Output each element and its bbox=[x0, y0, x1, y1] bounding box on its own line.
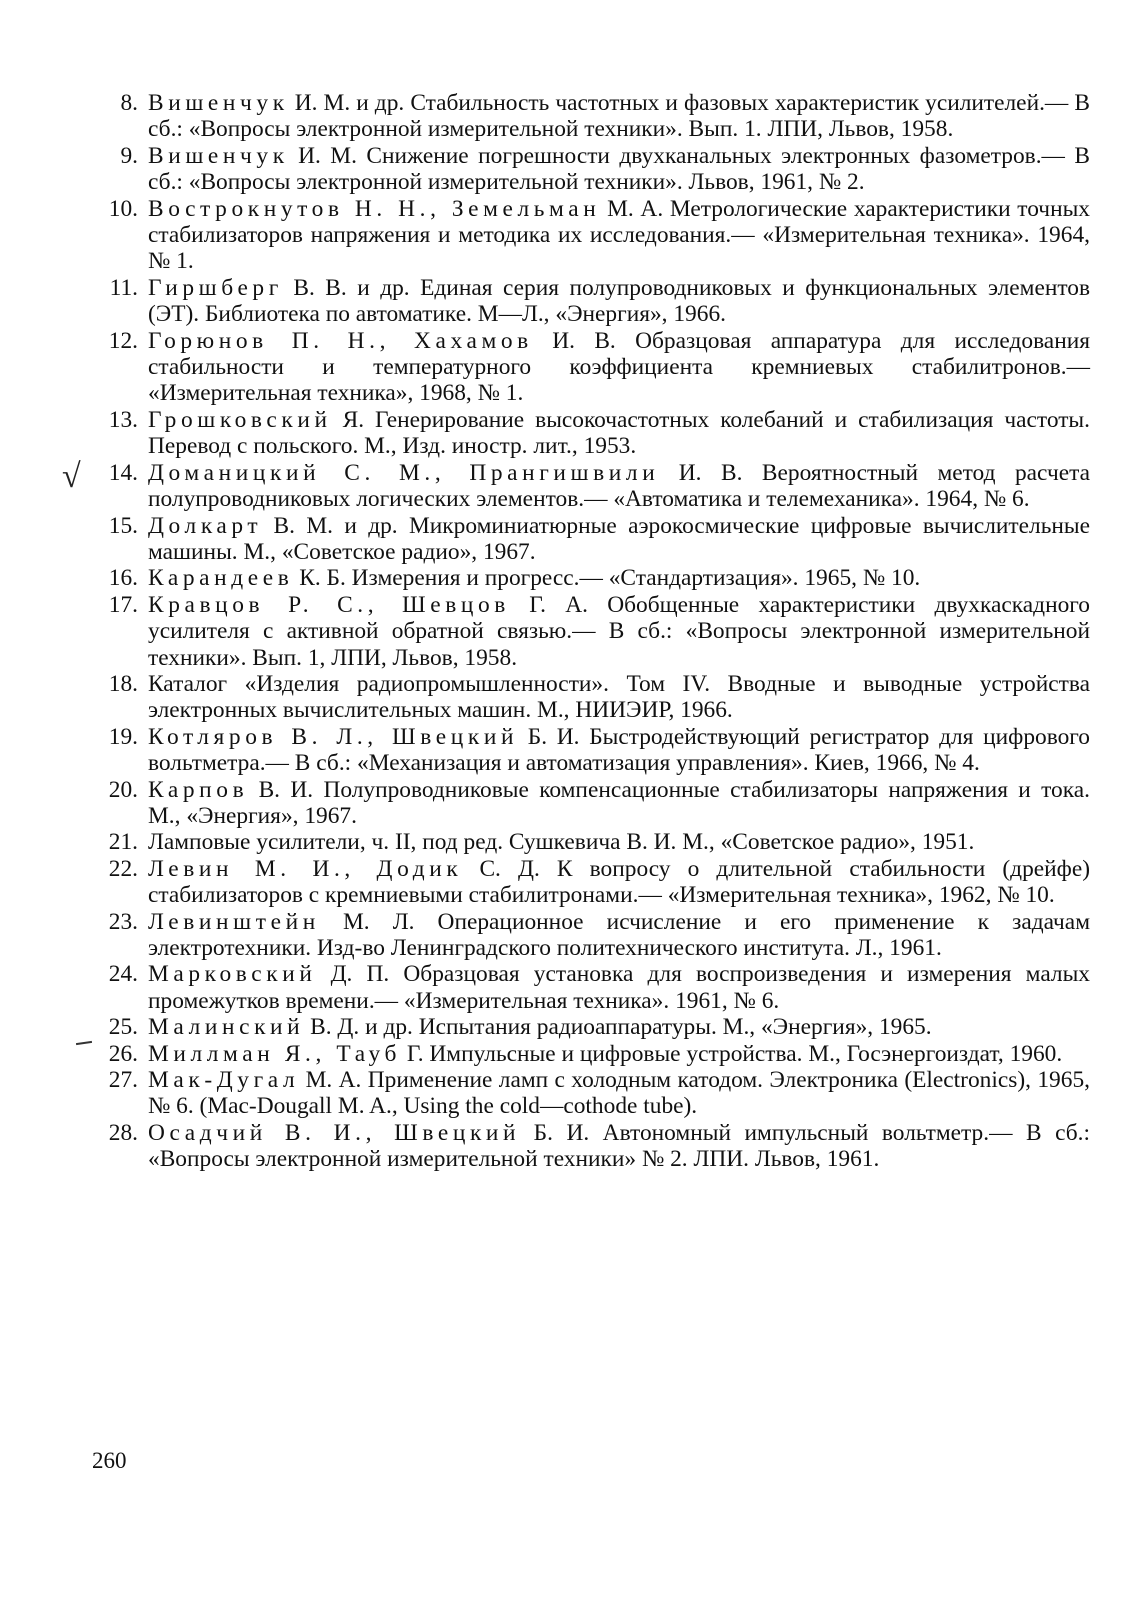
reference-number: 20. bbox=[108, 776, 138, 803]
reference-number: 17. bbox=[108, 591, 138, 618]
reference-number: 18. bbox=[108, 670, 138, 697]
reference-author: Гиршберг bbox=[148, 274, 283, 301]
reference-author: Осадчий В. И., Швецкий bbox=[148, 1119, 521, 1146]
reference-text: И. М. Снижение погрешности двухканальных электронных фазометров.— В сб.: «Вопросы электронной измерительной техники». Львов, 1961, № 2. bbox=[148, 142, 1090, 196]
reference-number: 8. bbox=[120, 90, 138, 116]
reference-text: Д. П. Образцовая установка для воспроизведения и измерения малых промежутков времени.— «Измерительная техника». 1961, № 6. bbox=[148, 961, 1090, 1014]
reference-item bbox=[100, 513, 1090, 566]
reference-text: В. И. Полупроводниковые компенсационные стабилизаторы напряжения и тока. М., «Энергия», 1967. bbox=[148, 776, 1090, 829]
reference-author: Котляров В. Л., Швецкий bbox=[148, 723, 519, 750]
reference-text: Я. Генерирование высокочастотных колебаний и стабилизация частоты. Перевод с польского. М., Изд. иностр. лит., 1953. bbox=[148, 406, 1090, 460]
reference-text: И. М. и др. Стабильность частотных и фазовых характеристик усилителей.— В сб.: «Вопросы электронной измерительной техники». Вып. 1. ЛПИ, Львов, 1958. bbox=[148, 90, 1090, 143]
reference-author: Карандеев bbox=[148, 565, 294, 592]
reference-number: 9. bbox=[120, 142, 138, 169]
margin-checkmark: √ bbox=[62, 458, 81, 495]
reference-item bbox=[100, 90, 1090, 143]
reference-number: 15. bbox=[108, 512, 138, 539]
reference-author: Левин М. И., Додик bbox=[148, 855, 463, 882]
reference-item bbox=[100, 1120, 1090, 1173]
reference-item bbox=[100, 724, 1090, 777]
reference-text: М. А. Метрологические характеристики точных стабилизаторов напряжения и методика их исследования.— «Измерительная техника». 1964, № 1. bbox=[148, 195, 1091, 275]
reference-author: Грошковский bbox=[148, 406, 332, 433]
reference-text: В. М. и др. Микроминиатюрные аэрокосмические цифровые вычислительные машины. М., «Советское радио», 1967. bbox=[148, 512, 1090, 565]
reference-text: И. В. Образцовая аппаратура для исследования стабильности и температурного коэффициента кремниевых стабилитронов.— «Измерительная техника», 1968, № 1. bbox=[148, 327, 1090, 407]
reference-item bbox=[100, 1041, 1090, 1067]
reference-author: Долкарт bbox=[148, 512, 263, 539]
reference-number: 22. bbox=[108, 855, 138, 882]
reference-text: Б. И. Быстродействующий регистратор для цифрового вольтметра.— В сб.: «Механизация и автоматизация управления». Киев, 1966, № 4. bbox=[148, 723, 1090, 777]
margin-dash-mark bbox=[76, 1041, 92, 1045]
reference-item bbox=[100, 565, 1090, 591]
reference-text: В. Д. и др. Испытания радиоаппаратуры. М., «Энергия», 1965. bbox=[304, 1014, 932, 1041]
reference-item bbox=[100, 909, 1090, 962]
reference-text: И. В. Вероятностный метод расчета полупроводниковых логических элементов.— «Автоматика и телемеханика». 1964, № 6. bbox=[148, 459, 1090, 513]
reference-number: 10. bbox=[108, 195, 138, 222]
reference-item bbox=[100, 143, 1090, 196]
reference-item bbox=[100, 592, 1090, 671]
reference-text: С. Д. К вопросу о длительной стабильности (дрейфе) стабилизаторов с кремниевыми стабилитронами.— «Измерительная техника», 1962, № 10. bbox=[148, 855, 1090, 909]
reference-item bbox=[100, 407, 1090, 460]
reference-text: Каталог «Изделия радиопромышленности». Том IV. Вводные и выводные устройства электронных вычислительных машин. М., НИИЭИР, 1966. bbox=[148, 670, 1090, 724]
reference-number: 27. bbox=[108, 1067, 138, 1094]
reference-item bbox=[100, 671, 1090, 724]
reference-number: 21. bbox=[108, 829, 138, 856]
reference-text: Г. Импульсные и цифровые устройства. М., Госэнергоиздат, 1960. bbox=[400, 1040, 1063, 1067]
reference-author: Доманицкий С. М., Прангишвили bbox=[148, 459, 660, 486]
reference-number: 13. bbox=[108, 406, 138, 433]
reference-number: 19. bbox=[108, 723, 138, 750]
reference-number: 11. bbox=[109, 274, 138, 301]
reference-item bbox=[100, 275, 1090, 328]
reference-list bbox=[100, 90, 1090, 1173]
reference-item bbox=[100, 829, 1090, 855]
reference-text: В. В. и др. Единая серия полупроводниковых и функциональных элементов (ЭТ). Библиотека по автоматике. М—Л., «Энергия», 1966. bbox=[148, 274, 1090, 328]
reference-number: 25. bbox=[108, 1014, 138, 1041]
reference-author: Малинский bbox=[148, 1014, 305, 1041]
reference-number: 28. bbox=[108, 1119, 138, 1146]
reference-item bbox=[100, 961, 1090, 1014]
reference-text: Б. И. Автономный импульсный вольтметр.— В сб.: «Вопросы электронной измерительной техники» № 2. ЛПИ. Львов, 1961. bbox=[148, 1119, 1090, 1173]
page-number: 260 bbox=[92, 1448, 127, 1473]
reference-item bbox=[100, 1014, 1090, 1040]
reference-author: Кравцов Р. С., Шевцов bbox=[148, 591, 510, 618]
reference-text: М. Л. Операционное исчисление и его применение к задачам электротехники. Изд-во Ленинградского политехнического института. Л., 1961. bbox=[148, 908, 1090, 961]
reference-number: 24. bbox=[108, 961, 138, 988]
reference-text: Ламповые усилители, ч. II, под ред. Сушкевича В. И. М., «Советское радио», 1951. bbox=[148, 829, 975, 856]
reference-text: Г. А. Обобщенные характеристики двухкаскадного усилителя с активной обратной связью.— В сб.: «Вопросы электронной измерительной техники». Вып. 1, ЛПИ, Львов, 1958. bbox=[148, 591, 1090, 671]
reference-author: Левинштейн bbox=[148, 908, 320, 935]
reference-number: 12. bbox=[108, 327, 138, 354]
reference-number: 14. bbox=[108, 459, 138, 486]
reference-author: Горюнов П. Н., Хахамов bbox=[148, 327, 533, 354]
reference-item bbox=[100, 777, 1090, 830]
reference-author: Мак-Дугал bbox=[148, 1067, 300, 1094]
reference-text: К. Б. Измерения и прогресс.— «Стандартизация». 1965, № 10. bbox=[293, 565, 921, 592]
reference-item bbox=[100, 196, 1090, 275]
reference-item bbox=[100, 856, 1090, 909]
reference-author: Вишенчук bbox=[148, 90, 289, 116]
reference-item bbox=[100, 328, 1090, 407]
reference-number: 26. bbox=[108, 1040, 138, 1067]
reference-text: М. А. Применение ламп с холодным катодом. Электроника (Electronics), 1965, № 6. (Mac-Dougall M. A., Using the cold—cothode tube). bbox=[148, 1067, 1090, 1120]
reference-number: 16. bbox=[108, 565, 138, 592]
reference-author: Марковский bbox=[148, 961, 317, 988]
reference-item bbox=[100, 1067, 1090, 1120]
reference-item bbox=[100, 460, 1090, 513]
reference-number: 23. bbox=[108, 908, 138, 935]
reference-author: Вострокнутов Н. Н., Земельман bbox=[148, 195, 601, 222]
reference-author: Миллман Я., Тауб bbox=[148, 1040, 401, 1067]
reference-author: Вишенчук bbox=[148, 142, 289, 169]
reference-author: Карпов bbox=[148, 776, 249, 803]
